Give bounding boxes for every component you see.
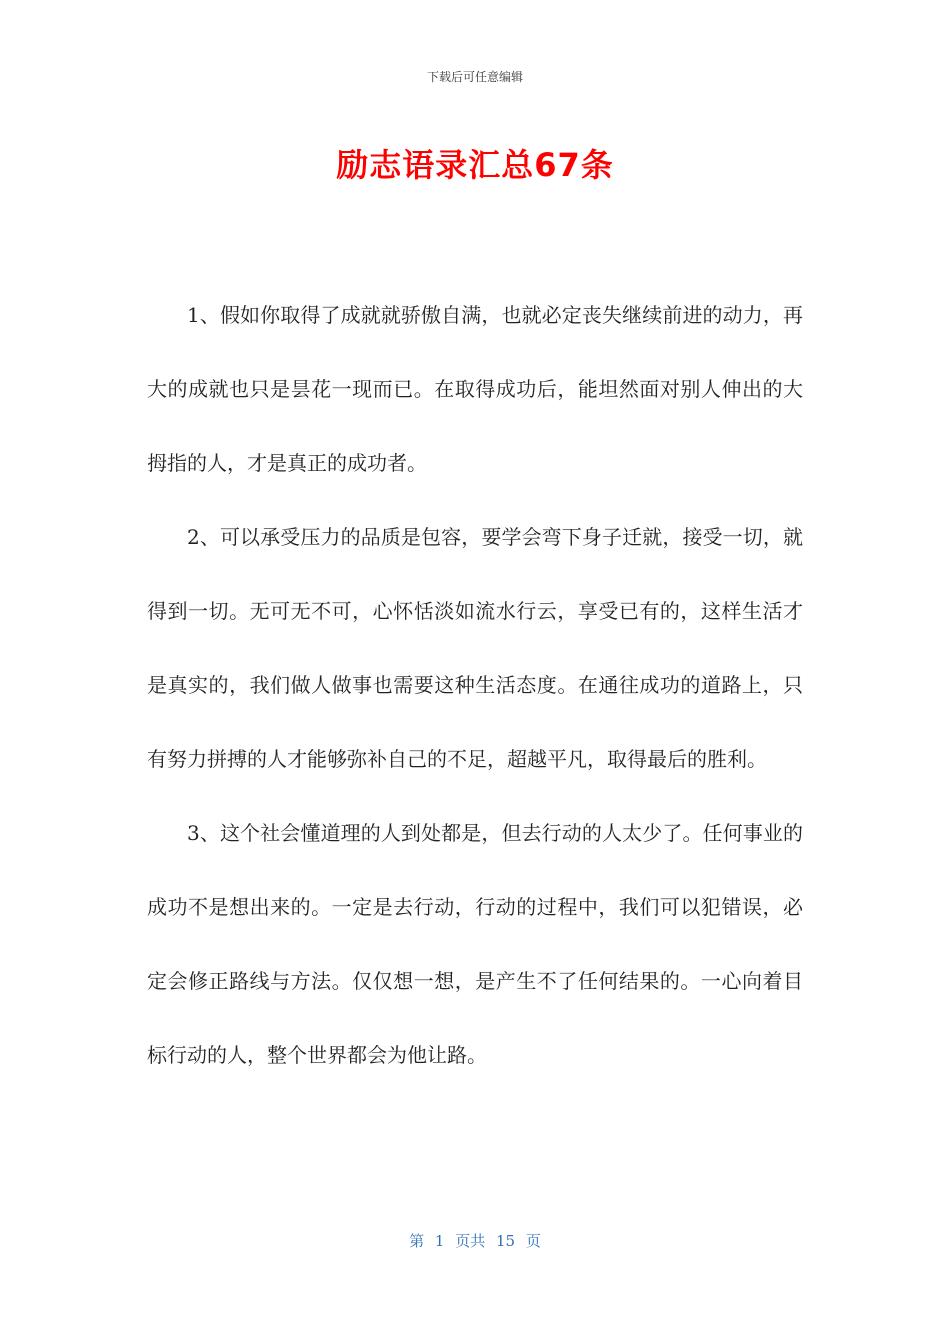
- paragraph-3: 3、这个社会懂道理的人到处都是，但去行动的人太少了。任何事业的成功不是想出来的。一定是去行动，行动的过程中，我们可以犯错误，必定会修正路线与方法。仅仅想一想，是产生不了任何结果的。一心向着目标行动的人，整个世界都会为他让路。: [147, 821, 803, 1067]
- document-body: [147, 278, 803, 1092]
- paragraph-1: 1、假如你取得了成就就骄傲自满，也就必定丧失继续前进的动力，再大的成就也只是昙花一现而已。在取得成功后，能坦然面对别人伸出的大拇指的人，才是真正的成功者。: [147, 303, 803, 475]
- paragraph-2: 2、可以承受压力的品质是包容，要学会弯下身子迁就，接受一切，就得到一切。无可无不可，心怀恬淡如流水行云，享受已有的，这样生活才是真实的，我们做人做事也需要这种生活态度。在通往成功的道路上，只有努力拼搏的人才能够弥补自己的不足，超越平凡，取得最后的胜利。: [147, 525, 803, 771]
- document-title: 励志语录汇总67条: [336, 146, 614, 184]
- page-number: 第 1 页共 15 页: [409, 1232, 541, 1250]
- header-note: 下载后可任意编辑: [426, 70, 523, 84]
